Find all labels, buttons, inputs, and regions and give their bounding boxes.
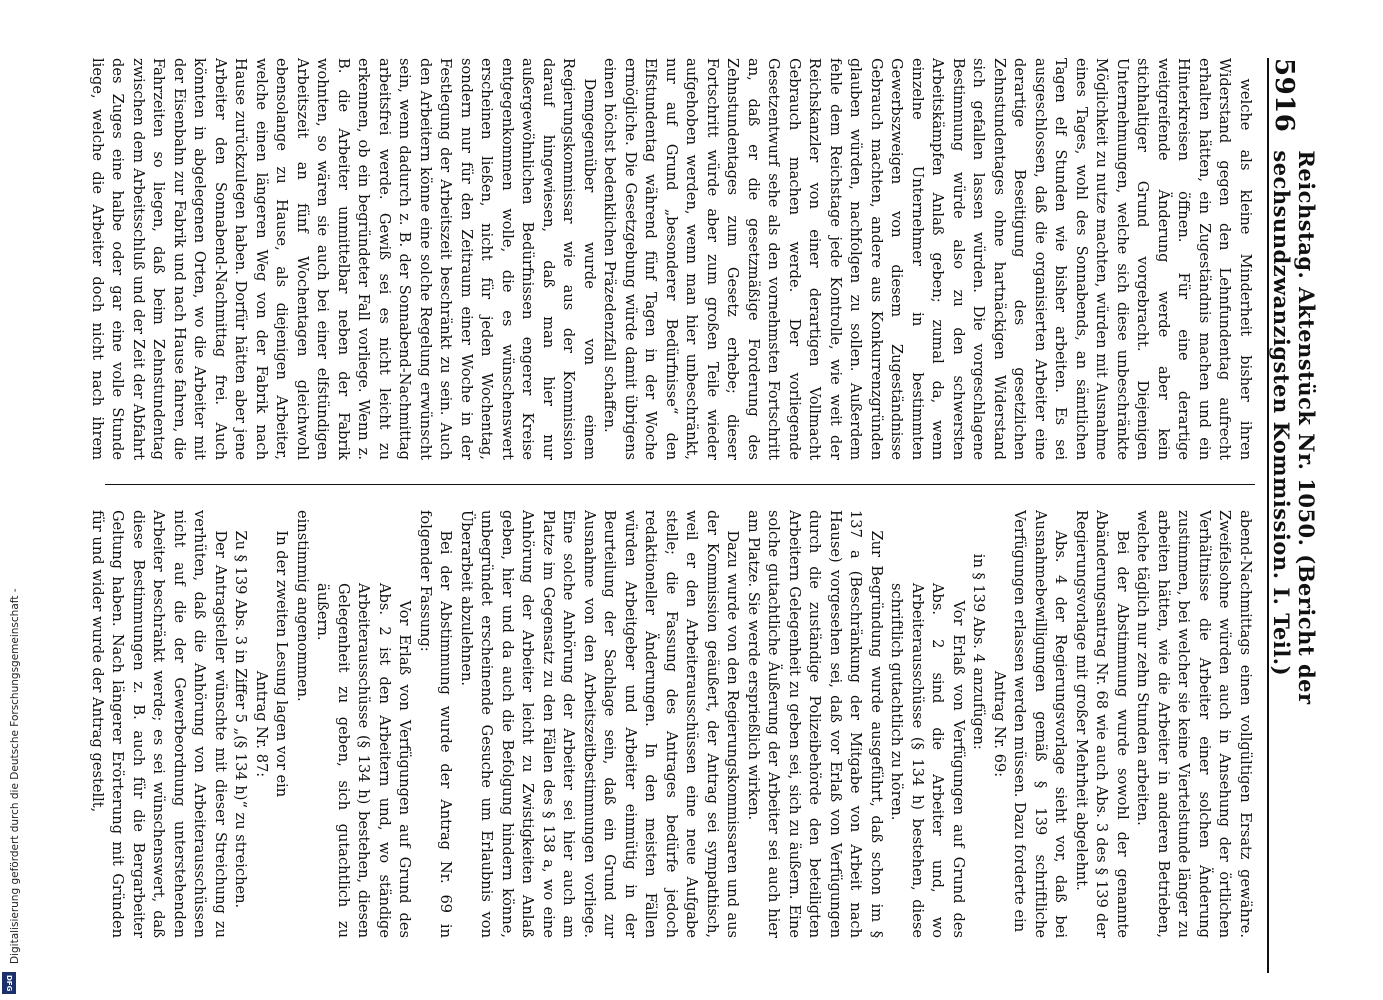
motion-intro: in § 139 Abs. 4 anzufügen: bbox=[970, 553, 988, 750]
paragraph: Der Antragsteller wünschte mit dieser Streichung zu verhüten, daß die Anhörung von Arbeiterausschüssen nicht auf die der Gewerbeordnung unterstehenden Arbeiter beschränkt werde; es sei wünschenswert, daß diese Bestimmungen z. B. auch für die Bergarbeiter Geltung haben. Nach längerer Erörterung mit Gründen für und wider wurde der Antrag gestellt, bbox=[89, 510, 229, 938]
page-number: 5916 bbox=[1269, 58, 1299, 133]
column-one bbox=[87, 58, 1255, 460]
paragraph: einstimmig angenommen. bbox=[294, 510, 311, 702]
paragraph: abend-Nachmittags einen vollgültigen Ersatz gewähre. Zweifelsohne würden auch in Ansehung der örtlichen Verhältnisse die Arbeiter einer solchen Änderung zustimmen, bei welcher sie keine Viertelstunde länger zu arbeiten hätten, wie die Arbeiter in anderen Betrieben, welche täglich nur zehn Stunden arbeiten. bbox=[1134, 510, 1254, 938]
digitization-note bbox=[5, 4, 21, 994]
page-header bbox=[1267, 58, 1319, 973]
page-header-title: Reichstag. Aktenstück Nr. 1050. (Bericht der sechsundzwanzigsten Kommission. I. Teil.) bbox=[1269, 150, 1319, 705]
digitization-text: Digitalisierung gefördert durch die Deutsche Forschungsgemeinschaft - bbox=[9, 588, 21, 964]
motion-text: Zu § 139 Abs. 3 in Ziffer 5 „(§ 134 h)“ zu streichen. bbox=[232, 530, 250, 909]
paragraph: Zur Begründung wurde ausgeführt, daß schon im § 137 a (Beschränkung der Mitgabe von Arbeit nach Hause) vorgesehen sei, daß vor Erlaß von Verfügungen durch die zuständige Polizeibehörde den beteiligten Arbeitern Gelegenheit zu geben sei, sich zu äußern. Eine solche gutachtliche Äußerung der Arbeiter sei auch hier am Platze. Sie werde ersprießlich wirken. bbox=[745, 510, 885, 938]
motion-label: Antrag Nr. 69: bbox=[991, 670, 1008, 778]
paragraph: Abs. 4 der Regierungsvorlage sieht vor, daß bei Ausnahmebewilligungen gemäß § 139 schriftliche Verfügungen erlassen werden müssen. Dazu forderte ein bbox=[1011, 510, 1070, 938]
paragraph: Bei der Abstimmung wurde der Antrag Nr. 69 in folgender Fassung: bbox=[417, 510, 455, 938]
paragraph: welche als kleine Minderheit bisher ihren Widerstand gegen den Lehnfundentag aufrecht erhalten hätten, ein Zugeständnis machen und ein Hinterkreisen öffnen. Für eine derartige weitgreifende Änderung werde aber kein stichhaltiger Grund vorgebracht. Diejenigen Unternehmungen, welche sich diese unbeschränkte Möglichkeit zu nutze machten, würden mit Ausnahme eines Tages, wohl des Sonnabends, an sämtlichen Tagen elf Stunden wie bisher arbeiten. Es sei ausgeschlossen, daß die organisierten Arbeiter eine derartige Beseitigung des gesetzlichen Zehnstundentages ohne hartnäckigen Widerstand sich gefallen lassen würden. Die vorgeschlagene Bestimmung würde also zu den schwersten Arbeitskämpfen Anlaß geben; zumal da, wenn einzelne Unternehmer in bestimmten Gewerbszweigen von diesem Zugeständnisse Gebrauch machten, andere aus Konkurrenzgründen glauben würden, nachfolgen zu sollen. Außerdem fehle dem Reichstage jede Kontrolle, wie weit der Reichskanzler von einer derartigen Vollmacht Gebrauch machen werde. Der vorliegende Gesetzentwurf sehe als den vornehmsten Fortschritt an, daß er die gesetzmäßige Forderung des Zehnstundentages zum Gesetz erhebe; dieser Fortschritt würde aber zum großen Teile wieder aufgehoben werden, wenn man hier unbeschränkt, nur auf Grund „besonderer Bedürfnisse“ den Elfstundentag während fünf Tagen in der Woche ermögliche. Die Gesetzgebung würde damit übrigens einen höchst bedenklichen Präzedenzfall schaffen. bbox=[601, 58, 1254, 460]
column-two bbox=[87, 510, 1255, 938]
dfg-logo: DFG bbox=[2, 972, 16, 994]
paragraph: Demgegenüber wurde von einem Regierungskommissar wie aus der Kommission darauf hingewiesen, daß man hier nur außergewöhnlichen Bedürfnissen engerer Kreise entgegenkommen wolle, die es wünschenswert erscheinen ließen, nicht für jeden Wochentag, sondern nur für den Zeitraum einer Woche in der Festlegung der Arbeitszeit beschränkt zu sein. Auch den Arbeitern könne eine solche Regelung erwünscht sein, wenn dadurch z. B. der Sonnabend-Nachmittag arbeitsfrei werde. Gewiß sei es nicht leicht zu erkennen, ob ein begründeter Fall vorliege. Wenn z. B. die Arbeiter unmittelbar neben der Fabrik wohnten, so wären sie auch bei einer elfstündigen Arbeitszeit an fünf Wochentagen gleichwohl ebensolange zu Hause, als diejenigen Arbeiter, welche einen längeren Weg von der Fabrik nach Hause zurückzulegen haben. Dorfür hätten aber jene Arbeiter den Sonnabend-Nachmittag frei. Auch könnten in abgelegenen Orten, wo die Arbeiter mit der Eisenbahn zur Fabrik und nach Hause fahren, die Fahrzeiten so liegen, daß beim Zehnstundentag zwischen dem Arbeitsschluß und der Zeit der Abfahrt des Zuges eine halbe oder gar eine volle Stunde liege, welche die Arbeiter doch nicht nach ihrem bbox=[89, 58, 598, 460]
paragraph: Bei der Abstimmung wurde sowohl der genannte Abänderungsantrag Nr. 68 wie auch Abs. 3 des § 139 der Regierungsvorlage mit großer Mehrheit abgelehnt. bbox=[1073, 510, 1131, 938]
paragraph: In der zweiten Lesung lagen vor ein bbox=[273, 530, 291, 798]
motion-text: Vor Erlaß von Verfügungen auf Grund des Abs. 2 sind die Arbeiter und, wo Arbeiterausschüsse (§ 134 h) bestehen, diese schriftlich gutachtlich zu hören. bbox=[888, 583, 967, 938]
motion-text: Vor Erlaß von Verfügungen auf Grund des Abs. 2 ist den Arbeitern und, wo ständige Arbeiterausschüsse (§ 134 h) bestehen, diesen Gelegenheit zu geben, sich gutachtlich zu äußern. bbox=[314, 583, 414, 938]
column-divider bbox=[105, 484, 1255, 485]
paragraph: Dazu wurde von den Regierungskommissaren und aus der Kommission geäußert, der Antrag sei sympathisch, weil er den Arbeiterausschüssen eine neue Aufgabe stelle; die Fassung des Antrages bedürfe jedoch redaktioneller Änderungen. In den meisten Fällen würden Arbeitgeber und Arbeiter einmütig in der Beurteilung der Sachlage sein, daß ein Grund zur Ausnahme von den Arbeitszeitbestimmungen vorliege. Eine solche Anhörung der Arbeiter sei hier auch am Platze im Gegensatz zu den Fällen des § 138 a, wo eine Anhörung der Arbeiter leicht zu Zwistigkeiten Anlaß geben, hier und da auch die Befolgung hindern könne, unbegründet erscheinende Gesuche um Erlaubnis von Überarbeit abzulehnen. bbox=[458, 510, 742, 938]
motion-label: Antrag Nr. 87: bbox=[253, 670, 270, 778]
